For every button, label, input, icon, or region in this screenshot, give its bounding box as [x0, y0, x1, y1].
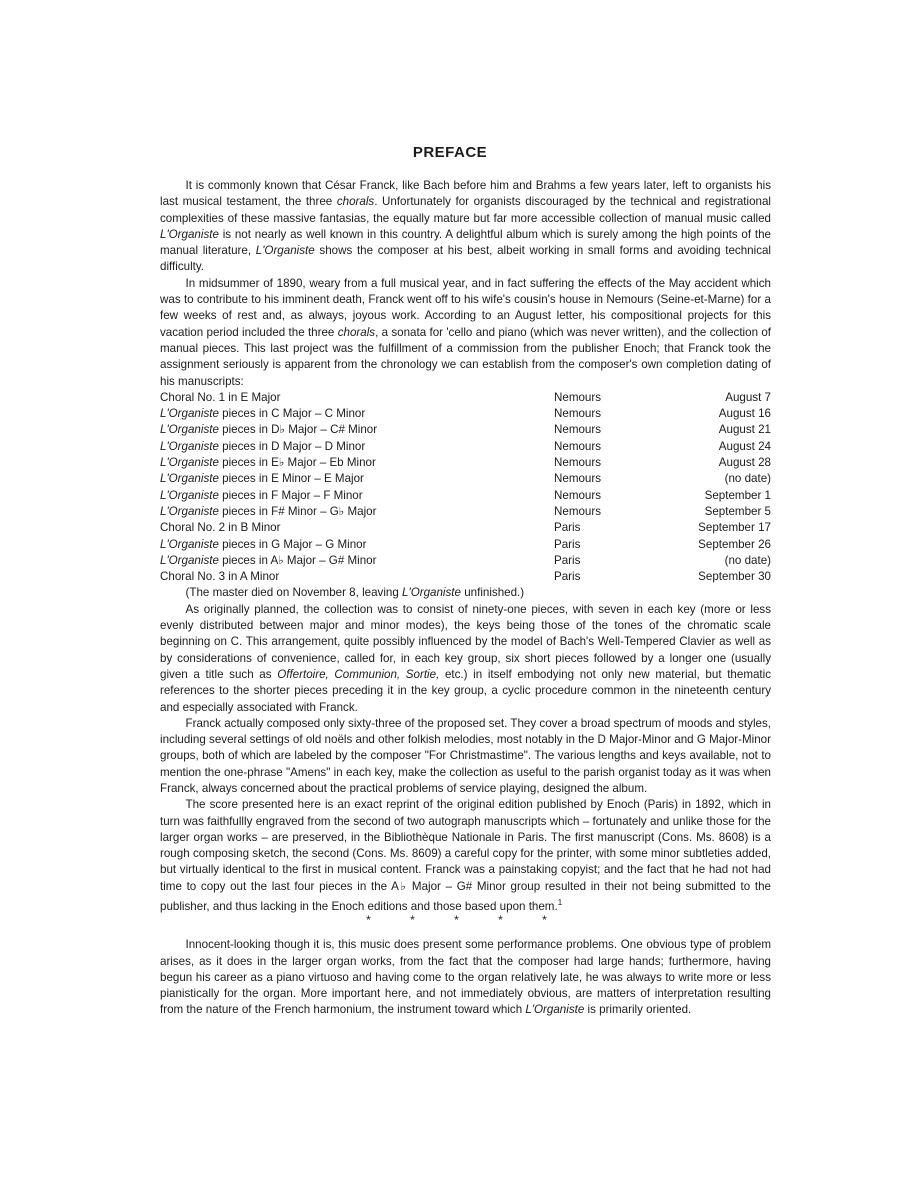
work-title: pieces in F Major – F Minor — [218, 488, 363, 502]
date-cell: August 28 — [718, 456, 771, 470]
place-cell: Nemours — [554, 456, 602, 470]
work-cell — [160, 422, 554, 438]
place-cell: Paris — [554, 537, 581, 551]
place-cell: Paris — [554, 570, 581, 584]
text-run: As originally planned, the collection was to consist of ninety-one pieces, with seven in each key (more or less evenly distributed between major and minor modes), the keys being those of the tones of the chromatic scale beginning on C. This arrangement, quite possibly influenced by the model of Bach's Well-Tempered Clavier as well as by considerations of convenience, called for, in each key group, six short pieces followed by a longer one (usually given a title such as — [160, 602, 771, 681]
chronology-row — [160, 422, 771, 438]
text-run: shows the composer at his best, albeit working in small forms and avoiding technical difficulty. — [160, 244, 772, 274]
italic-run: L'Organiste — [525, 1003, 585, 1017]
work-cell — [160, 390, 554, 406]
date-cell: August 16 — [718, 407, 771, 421]
work-cell — [160, 488, 554, 504]
work-cell — [160, 537, 554, 553]
work-cell — [160, 553, 554, 569]
date-cell: August 7 — [725, 390, 771, 404]
text-run: The score presented here is an exact reprint of the original edition published by Enoch (Paris) in 1892, which in turn was faithfullly engraved from the second of two autograph manuscripts which – fortunately and unlike those for the larger organ works – are preserved, in the Bibliothèque Nationale in Paris. The first manuscript (Cons. Ms. 8608) is a rough composing sketch, the second (Cons. Ms. 8609) a careful copy for the printer, with some minor subtleties added, but virtually identical to the first in musical content. Franck was a painstaking copyist; and the fact that he had not had time to copy out the last four pieces in the A♭ Major – G# Minor group resulted in their not being submitted to the publisher, and thus lacking in the Enoch editions and those based upon them. — [160, 798, 771, 913]
text-run: , a sonata for 'cello and piano (which was never written), and the collection of manual pieces. This last project was the fulfillment of a commission from the publisher Enoch; that Franck took the assignment seriously is apparent from the chronology we can establish from the composer's own completion dating of his manuscripts: — [160, 325, 772, 388]
work-cell — [160, 520, 554, 536]
work-title: pieces in A♭ Major – G# Minor — [218, 553, 377, 567]
work-title: pieces in E Minor – E Major — [218, 472, 364, 486]
work-lead: L'Organiste — [160, 504, 219, 518]
work-cell — [160, 504, 554, 520]
italic-run: chorals — [336, 195, 375, 209]
chronology-row — [160, 537, 771, 553]
chronology-row — [160, 439, 771, 455]
work-cell — [160, 471, 554, 487]
work-cell — [160, 569, 554, 585]
chronology-table — [160, 390, 771, 586]
paragraph-2 — [160, 276, 771, 390]
date-cell: (no date) — [724, 472, 771, 486]
place-cell: Nemours — [554, 423, 602, 437]
italic-run: Offertoire, Communion, Sortie, — [277, 667, 440, 681]
text-run: is primarily oriented. — [584, 1003, 692, 1017]
text-run: unfinished.) — [460, 586, 525, 600]
chronology-row — [160, 471, 771, 487]
death-note — [160, 585, 771, 601]
chronology-row — [160, 553, 771, 569]
date-cell: September 1 — [704, 488, 771, 502]
work-title: pieces in F# Minor – G♭ Major — [218, 504, 377, 518]
place-cell: Nemours — [554, 390, 602, 404]
text-run: Innocent-looking though it is, this music does present some performance problems. One obvious type of problem arises, as it does in the larger organ works, from the fact that the composer had large hands; furthermore, having begun his career as a piano virtuoso and having come to the organ relatively late, he was always to write more or less pianistically for the organ. More important here, and not immediately obvious, are matters of interpretation resulting from the nature of the French harmonium, the instrument toward which — [160, 938, 771, 1017]
text-run: etc.) in itself embodying not only new material, but thematic references to the shorter pieces preceding it in the key group, a cyclic procedure common in the nineteenth century and especially associated with Franck. — [160, 667, 772, 714]
page-title: PREFACE — [412, 144, 488, 161]
chronology-row — [160, 390, 771, 406]
paragraph-6 — [160, 937, 771, 1018]
work-cell — [160, 455, 554, 471]
work-lead: L'Organiste — [160, 553, 219, 567]
date-cell: August 24 — [718, 439, 771, 453]
paragraph-3 — [160, 602, 771, 716]
chronology-row — [160, 488, 771, 504]
section-divider: * * * * * — [366, 913, 565, 928]
work-lead: L'Organiste — [160, 488, 219, 502]
text-run: In midsummer of 1890, weary from a full musical year, and in fact suffering the effects of the May accident which was to contribute to his imminent death, Franck went off to his wife's cousin's house in Nemours (Seine-et-Marne) for a few weeks of rest and, as always, joyous work. According to an August letter, his compositional projects for this vacation period included the three — [160, 276, 771, 339]
preface-body — [160, 178, 771, 1019]
chronology-row — [160, 406, 771, 422]
place-cell: Nemours — [554, 488, 602, 502]
work-cell — [160, 439, 554, 455]
paragraph-5 — [160, 797, 771, 915]
work-title: Choral No. 1 in E Major — [160, 390, 281, 404]
chronology-row — [160, 569, 771, 585]
work-title: pieces in D Major – D Minor — [218, 439, 366, 453]
work-lead: L'Organiste — [160, 439, 219, 453]
work-title: Choral No. 2 in B Minor — [160, 521, 281, 535]
date-cell: September 17 — [698, 521, 771, 535]
work-lead: L'Organiste — [160, 472, 219, 486]
place-cell: Paris — [554, 521, 581, 535]
date-cell: August 21 — [718, 423, 771, 437]
paragraph-4: Franck actually composed only sixty-three of the proposed set. They cover a broad spectrum of moods and styles, including several settings of old noëls and other folkish melodies, most notably in the D Major-Minor and G Major-Minor groups, both of which are labeled by the composer "For Christmastime". The various lengths and keys available, not to mention the one-phrase "Amens" in each key, make the collection as useful to the parish organist today as it was when Franck, always concerned about the practical problems of service playing, designed the album. — [160, 716, 771, 795]
place-cell: Nemours — [554, 472, 602, 486]
place-cell: Paris — [554, 553, 581, 567]
work-lead: L'Organiste — [160, 407, 219, 421]
date-cell: September 26 — [698, 537, 771, 551]
paragraph-1 — [160, 178, 771, 276]
work-title: Choral No. 3 in A Minor — [160, 570, 280, 584]
work-title: pieces in E♭ Major – Eb Minor — [218, 456, 376, 470]
text-run: is not nearly as well known in this country. A delightful album which is surely among the high points of the manual literature, — [160, 227, 771, 258]
italic-run: L'Organiste — [402, 586, 461, 600]
work-lead: L'Organiste — [160, 537, 219, 551]
italic-run: L'Organiste — [255, 244, 315, 258]
work-lead: L'Organiste — [160, 456, 219, 470]
italic-run: L'Organiste — [160, 227, 219, 241]
text-run: . Unfortunately for organists discouraged by the technical and registrational complexities of these massive fantasias, the equally mature but far more accessible collection of manual music called — [160, 195, 772, 225]
italic-run: chorals — [337, 325, 376, 339]
date-cell: September 30 — [698, 570, 771, 584]
text-run: It is commonly known that César Franck, like Bach before him and Brahms a few years later, left to organists his last musical testament, the three — [160, 179, 771, 209]
work-title: pieces in D♭ Major – C# Minor — [218, 423, 378, 437]
chronology-row — [160, 455, 771, 471]
place-cell: Nemours — [554, 407, 602, 421]
chronology-row — [160, 520, 771, 536]
footnote-marker: 1 — [557, 898, 563, 908]
date-cell: (no date) — [724, 553, 771, 567]
chronology-row — [160, 504, 771, 520]
work-lead: L'Organiste — [160, 423, 219, 437]
date-cell: September 5 — [704, 504, 771, 518]
work-cell — [160, 406, 554, 422]
place-cell: Nemours — [554, 504, 602, 518]
text-run: (The master died on November 8, leaving — [185, 586, 403, 600]
work-title: pieces in G Major – G Minor — [218, 537, 367, 551]
place-cell: Nemours — [554, 439, 602, 453]
work-title: pieces in C Major – C Minor — [218, 407, 366, 421]
